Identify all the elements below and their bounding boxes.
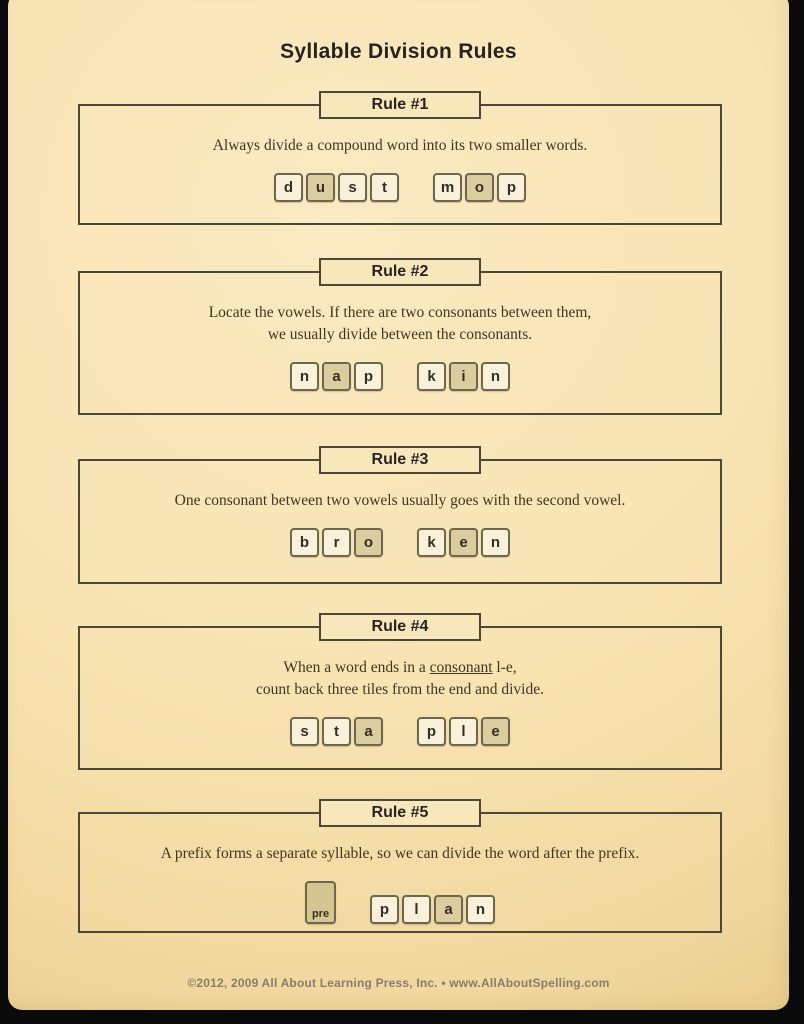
tile-word: [290, 362, 383, 391]
tile-word: [274, 173, 399, 202]
letter-tile-row: [274, 173, 526, 202]
text-segment: count back three tiles from the end and divide.: [256, 681, 544, 698]
text-segment: A prefix forms a separate syllable, so we can divide the word after the prefix.: [160, 845, 640, 862]
rule-box: [78, 263, 722, 415]
prefix-tile: pre: [305, 881, 336, 924]
consonant-letter-tile: n: [466, 895, 495, 924]
rule-description-line: [209, 324, 592, 346]
rule-tab: [319, 258, 481, 286]
text-segment: we usually divide between the consonants.: [267, 326, 533, 343]
consonant-letter-tile: m: [433, 173, 462, 202]
vowel-letter-tile: e: [449, 528, 478, 557]
tile-word: [417, 717, 510, 746]
rule-description: [175, 490, 626, 512]
text-segment: Locate the vowels. If there are two consonants between them,: [208, 304, 592, 321]
rule-tab: [319, 446, 481, 474]
rule-tab: [319, 613, 481, 641]
rule-box: [78, 451, 722, 584]
underlined-term: consonant: [429, 659, 493, 676]
rule-tab-label: Rule #4: [371, 618, 429, 635]
consonant-letter-tile: p: [370, 895, 399, 924]
vowel-letter-tile: o: [354, 528, 383, 557]
rule-description-line: [213, 135, 588, 157]
vowel-letter-tile: a: [354, 717, 383, 746]
letter-tile-row: [290, 717, 510, 746]
rule-tab-label: Rule #1: [371, 96, 429, 113]
rule-description: [161, 843, 640, 865]
vowel-letter-tile: a: [434, 895, 463, 924]
rule-description: [209, 302, 592, 346]
vowel-letter-tile: u: [306, 173, 335, 202]
consonant-letter-tile: s: [338, 173, 367, 202]
tile-word: [290, 528, 383, 557]
rule-tab-label: Rule #5: [371, 804, 429, 821]
letter-tile-row: [290, 362, 510, 391]
rule-tab-label: Rule #3: [371, 451, 429, 468]
text-segment: l-e,: [492, 659, 517, 676]
tile-word: [290, 717, 383, 746]
vowel-letter-tile: e: [481, 717, 510, 746]
rule-description-line: [209, 302, 592, 324]
text-segment: One consonant between two vowels usually goes with the second vowel.: [174, 492, 626, 509]
text-segment: Always divide a compound word into its two smaller words.: [212, 137, 588, 154]
consonant-letter-tile: b: [290, 528, 319, 557]
consonant-letter-tile: t: [370, 173, 399, 202]
tile-word: [370, 895, 495, 924]
page-title: Syllable Division Rules: [280, 40, 517, 63]
vowel-letter-tile: i: [449, 362, 478, 391]
footer-credit: ©2012, 2009 All About Learning Press, Inc. • www.AllAboutSpelling.com: [187, 976, 610, 990]
rule-description: [256, 657, 544, 701]
vowel-letter-tile: o: [465, 173, 494, 202]
vowel-letter-tile: a: [322, 362, 351, 391]
text-segment: When a word ends in a: [283, 659, 430, 676]
rule-box: [78, 618, 722, 770]
rule-description-line: [175, 490, 626, 512]
consonant-letter-tile: n: [481, 362, 510, 391]
consonant-letter-tile: d: [274, 173, 303, 202]
tile-word: [417, 528, 510, 557]
rule-tab: [319, 91, 481, 119]
consonant-letter-tile: r: [322, 528, 351, 557]
consonant-letter-tile: s: [290, 717, 319, 746]
consonant-letter-tile: n: [290, 362, 319, 391]
consonant-letter-tile: l: [402, 895, 431, 924]
consonant-letter-tile: t: [322, 717, 351, 746]
tile-word: [433, 173, 526, 202]
rule-box: [78, 804, 722, 933]
consonant-letter-tile: p: [354, 362, 383, 391]
consonant-letter-tile: p: [497, 173, 526, 202]
consonant-letter-tile: n: [481, 528, 510, 557]
rules-list: [8, 0, 789, 1010]
rule-description-line: [256, 657, 544, 679]
rule-description: [213, 135, 588, 157]
rule-tab: [319, 799, 481, 827]
rule-description-line: [161, 843, 640, 865]
rule-box: [78, 96, 722, 225]
tile-word: [305, 881, 336, 924]
worksheet-page: [8, 0, 789, 1010]
consonant-letter-tile: k: [417, 528, 446, 557]
consonant-letter-tile: k: [417, 362, 446, 391]
letter-tile-row: [290, 528, 510, 557]
consonant-letter-tile: p: [417, 717, 446, 746]
consonant-letter-tile: l: [449, 717, 478, 746]
rule-tab-label: Rule #2: [371, 263, 429, 280]
rule-description-line: [256, 679, 544, 701]
letter-tile-row: [305, 881, 495, 924]
tile-word: [417, 362, 510, 391]
